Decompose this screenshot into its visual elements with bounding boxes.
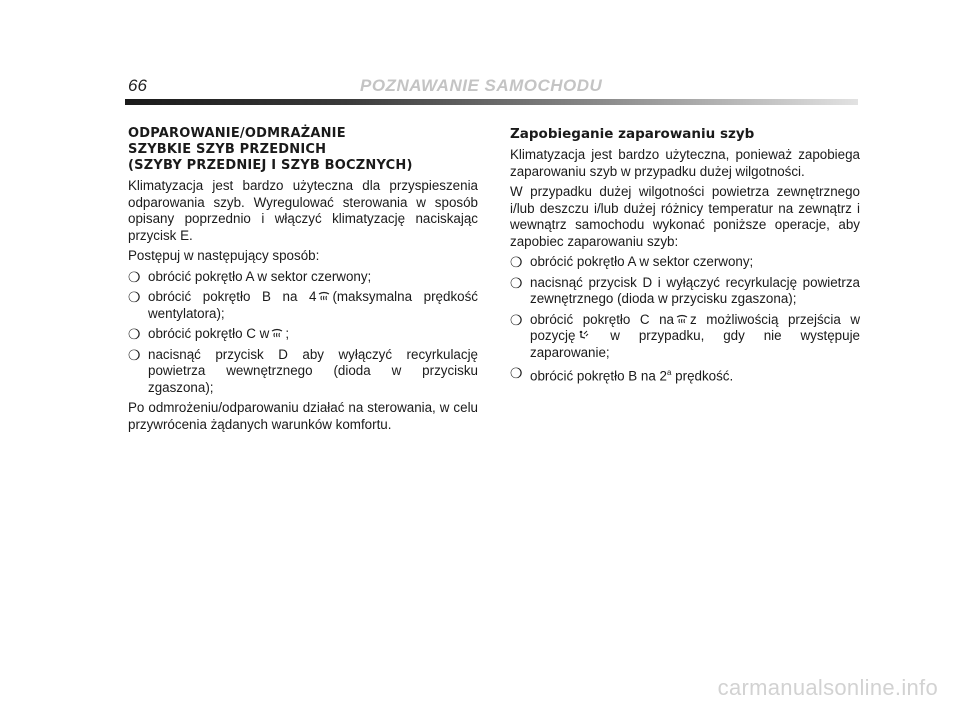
windshield-defrost-icon xyxy=(676,314,688,325)
windshield-defrost-icon xyxy=(318,291,330,302)
section-heading-anti-fog: Zapobieganie zaparowaniu szyb xyxy=(510,126,755,142)
watermark: carmanualsonline.info xyxy=(717,675,938,700)
right-column xyxy=(510,126,860,389)
step-text: z możliwością przejścia w pozycję xyxy=(530,311,861,343)
step-text: nacisnąć przycisk D aby wyłączyć recyrkulację powietrza wewnętrznego (dioda w przycisku zgaszona); xyxy=(148,346,478,395)
step-text: ; xyxy=(285,326,290,341)
list-item xyxy=(128,347,478,397)
header-rule xyxy=(125,99,858,105)
list-item xyxy=(128,269,478,286)
anti-fog-steps xyxy=(510,254,860,385)
ordinal-superscript: a xyxy=(666,368,672,377)
list-item xyxy=(510,365,860,385)
feet-windshield-airflow-icon xyxy=(577,330,589,341)
bullet-icon: ❍ xyxy=(510,311,523,328)
bullet-icon: ❍ xyxy=(510,274,523,291)
anti-fog-paragraph-2: W przypadku dużej wilgotności powietrza zewnętrznego i/lub deszczu i/lub dużej różnicy temperatur na zewnątrz i wewnątrz samochodu wykonać poniższe operacje, aby zapobiec zaparowaniu szyb: xyxy=(510,184,860,249)
intro-paragraph: Klimatyzacja jest bardzo użyteczna dla przyspieszenia odparowania szyb. Wyregulować sterowania w sposób opisany poprzednio i włączyć klimatyzację naciskając przycisk E. xyxy=(128,178,478,243)
bullet-icon: ❍ xyxy=(510,254,523,270)
step-text: (maksymalna prędkość wentylatora); xyxy=(148,289,478,321)
step-text: nacisnąć przycisk D i wyłączyć recyrkulację powietrza zewnętrznego (dioda w przycisku zgaszona); xyxy=(530,274,860,306)
list-item xyxy=(128,289,478,322)
heading-line-3: (SZYBY PRZEDNIEJ I SZYB BOCZNYCH) xyxy=(128,158,413,173)
section-heading-defrost xyxy=(128,126,478,174)
bullet-icon: ❍ xyxy=(128,289,141,305)
closing-paragraph: Po odmrożeniu/odparowaniu działać na sterowania, w celu przywrócenia żądanych warunków komfortu. xyxy=(128,400,478,432)
running-title: POZNAWANIE SAMOCHODU xyxy=(360,76,603,95)
step-text: obrócić pokrętło C w xyxy=(148,326,270,341)
list-item xyxy=(510,254,860,271)
step-text: obrócić pokrętło A w sektor czerwony; xyxy=(148,268,372,284)
list-item xyxy=(510,312,860,362)
defrost-steps xyxy=(128,269,478,397)
step-text: obrócić pokrętło B na 2 xyxy=(530,368,667,384)
lead-paragraph: Postępuj w następujący sposób: xyxy=(128,248,320,263)
step-text: w przypadku, gdy nie występuje zaparowanie; xyxy=(530,328,860,360)
list-item xyxy=(510,275,860,308)
heading-line-2: SZYBKIE SZYB PRZEDNICH xyxy=(128,142,327,157)
bullet-icon: ❍ xyxy=(128,326,141,342)
list-item xyxy=(128,326,478,343)
heading-line-1: ODPAROWANIE/ODMRAŻANIE xyxy=(128,126,346,141)
step-text: obrócić pokrętło C na xyxy=(530,311,674,327)
windshield-defrost-icon xyxy=(271,328,283,339)
step-text: prędkość. xyxy=(675,368,734,384)
page-number: 66 xyxy=(128,76,147,95)
bullet-icon: ❍ xyxy=(128,346,141,363)
left-column xyxy=(128,126,478,437)
bullet-icon: ❍ xyxy=(128,268,141,285)
step-text: obrócić pokrętło A w sektor czerwony; xyxy=(530,254,754,269)
bullet-icon: ❍ xyxy=(510,365,523,381)
anti-fog-paragraph-1: Klimatyzacja jest bardzo użyteczna, ponieważ zapobiega zaparowaniu szyb w przypadku dużej wilgotności. xyxy=(510,147,860,179)
step-text: obrócić pokrętło B na 4 xyxy=(148,289,317,304)
